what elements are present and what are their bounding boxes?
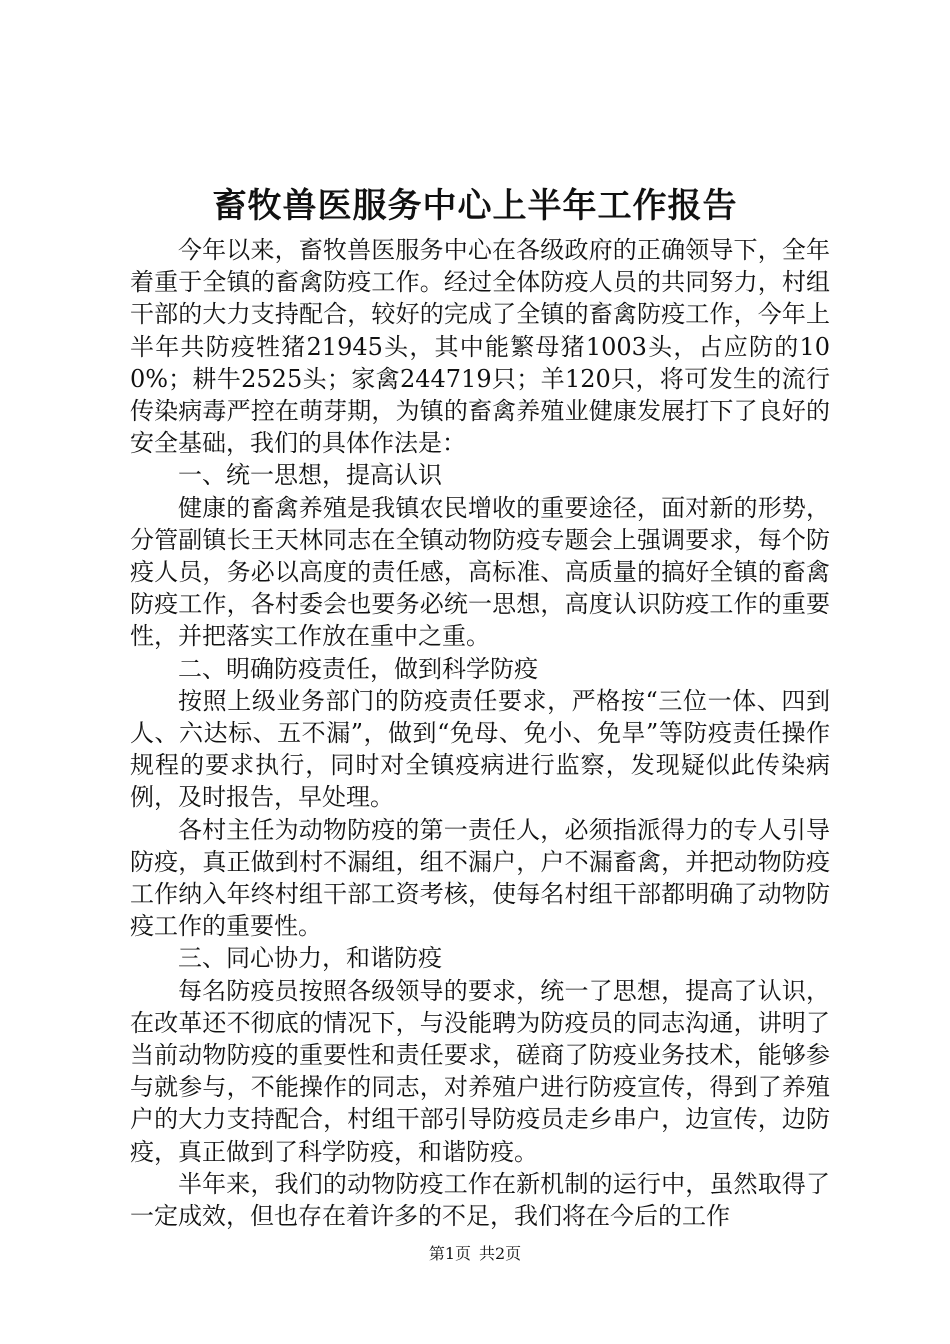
- document-title: 畜牧兽医服务中心上半年工作报告: [212, 186, 738, 226]
- page-total: 共2页: [479, 1244, 522, 1263]
- paragraph-conclusion: 半年来，我们的动物防疫工作在新机制的运行中，虽然取得了一定成效，但也存在着许多的不足，我们将在今后的工作: [130, 1169, 830, 1231]
- paragraph-section-2b: 各村主任为动物防疫的第一责任人，必须指派得力的专人引导防疫，真正做到村不漏组，组不漏户，户不漏畜禽，并把动物防疫工作纳入年终村组干部工资考核，使每名村组干部都明确了动物防疫工作的重要性。: [130, 815, 830, 941]
- page-number: 第1页: [428, 1244, 471, 1263]
- paragraph-intro: 今年以来，畜牧兽医服务中心在各级政府的正确领导下，全年着重于全镇的畜禽防疫工作。经过全体防疫人员的共同努力，村组干部的大力支持配合，较好的完成了全镇的畜禽防疫工作，今年上半年共防疫牲猪21945头，其中能繁母猪1003头，占应防的100%；耕牛2525头；家禽244719只；羊120只，将可发生的流行传染病毒严控在萌芽期，为镇的畜禽养殖业健康发展打下了良好的安全基础，我们的具体作法是：: [130, 236, 830, 458]
- paragraph-section-2a: 按照上级业务部门的防疫责任要求，严格按“三位一体、四到人、六达标、五不漏”，做到“免母、免小、免旱”等防疫责任操作规程的要求执行，同时对全镇疫病进行监察，发现疑似此传染病例，及时报告，早处理。: [130, 686, 830, 812]
- document-body: [130, 234, 830, 1232]
- paragraph-section-1: 健康的畜禽养殖是我镇农民增收的重要途径，面对新的形势，分管副镇长王天林同志在全镇动物防疫专题会上强调要求，每个防疫人员，务必以高度的责任感，高标准、高质量的搞好全镇的畜禽防疫工作，各村委会也要务必统一思想，高度认识防疫工作的重要性，并把落实工作放在重中之重。: [130, 493, 830, 651]
- section-heading-2: 二、明确防疫责任，做到科学防疫: [178, 654, 538, 683]
- section-heading-1: 一、统一思想，提高认识: [178, 461, 442, 490]
- page-footer: [0, 1243, 950, 1265]
- section-heading-3: 三、同心协力，和谐防疫: [178, 944, 442, 973]
- paragraph-section-3: 每名防疫员按照各级领导的要求，统一了思想，提高了认识，在改革还不彻底的情况下，与没能聘为防疫员的同志沟通，讲明了当前动物防疫的重要性和责任要求，磋商了防疫业务技术，能够参与就参与，不能操作的同志，对养殖户进行防疫宣传，得到了养殖户的大力支持配合，村组干部引导防疫员走乡串户，边宣传，边防疫，真正做到了科学防疫，和谐防疫。: [130, 976, 830, 1166]
